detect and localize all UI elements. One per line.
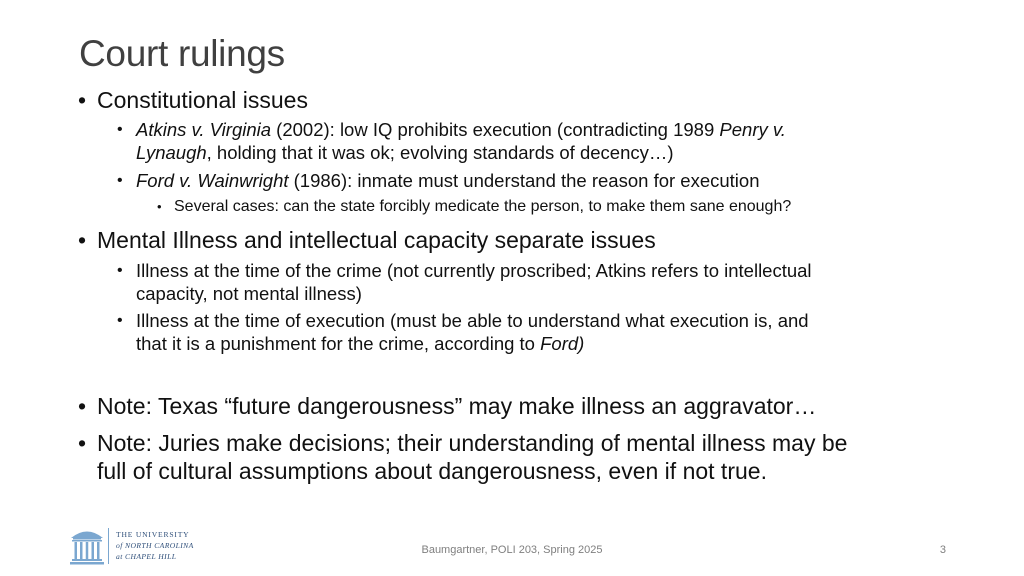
bullet-text: Constitutional issues bbox=[97, 87, 308, 113]
bullet-dot: • bbox=[157, 199, 162, 214]
bullet-several-cases bbox=[157, 197, 792, 217]
bullet-mental-illness bbox=[78, 226, 656, 254]
bullet-illness-crime bbox=[117, 259, 812, 305]
bullet-line: Note: Juries make decisions; their understanding of mental illness may be bbox=[97, 430, 848, 456]
bullet-dot: • bbox=[78, 393, 87, 419]
bullet-text: , holding that it was ok; evolving standards of decency…) bbox=[206, 142, 674, 163]
bullet-line: capacity, not mental illness) bbox=[136, 283, 362, 304]
case-name-ford-ref: Ford) bbox=[540, 333, 585, 354]
logo-line-1: THE UNIVERSITY bbox=[116, 530, 190, 539]
bullet-line: Illness at the time of the crime (not currently proscribed; Atkins refers to intellectual bbox=[136, 260, 812, 281]
bullet-text: Several cases: can the state forcibly medicate the person, to make them sane enough? bbox=[174, 198, 792, 215]
bullet-text: Mental Illness and intellectual capacity separate issues bbox=[97, 227, 656, 253]
bullet-note-texas bbox=[78, 392, 817, 420]
bullet-text: Note: Texas “future dangerousness” may make illness an aggravator… bbox=[97, 393, 817, 419]
bullet-dot: • bbox=[78, 87, 87, 113]
bullet-note-juries bbox=[78, 429, 848, 485]
bullet-line: full of cultural assumptions about dangerousness, even if not true. bbox=[97, 458, 767, 484]
logo-line-2: of NORTH CAROLINA bbox=[116, 541, 194, 550]
bullet-dot: • bbox=[78, 430, 87, 456]
case-name-lynaugh: Lynaugh bbox=[136, 142, 207, 163]
case-name-atkins: Atkins v. Virginia bbox=[136, 119, 272, 140]
bullet-line bbox=[136, 141, 786, 164]
slide-title: Court rulings bbox=[79, 33, 285, 74]
bullet-dot: • bbox=[78, 227, 87, 253]
bullet-dot: • bbox=[117, 172, 123, 189]
bullet-illness-execution bbox=[117, 309, 809, 355]
bullet-atkins bbox=[117, 118, 786, 164]
bullet-text: (2002): low IQ prohibits execution (contradicting 1989 bbox=[271, 119, 720, 140]
bullet-ford bbox=[117, 169, 760, 192]
bullet-text: that it is a punishment for the crime, according to bbox=[136, 333, 541, 354]
logo-line-3: at CHAPEL HILL bbox=[116, 552, 177, 561]
case-name-penry: Penry v. bbox=[719, 119, 786, 140]
bullet-text: (1986): inmate must understand the reason for execution bbox=[288, 170, 760, 191]
bullet-dot: • bbox=[117, 262, 123, 279]
bullet-dot: • bbox=[117, 121, 123, 138]
bullet-line bbox=[136, 118, 786, 141]
footer-text: Baumgartner, POLI 203, Spring 2025 bbox=[421, 544, 603, 556]
bullet-line: Illness at the time of execution (must be able to understand what execution is, and bbox=[136, 310, 809, 331]
case-name-ford: Ford v. Wainwright bbox=[136, 170, 289, 191]
page-number: 3 bbox=[939, 544, 946, 556]
bullet-constitutional-issues bbox=[78, 86, 308, 114]
bullet-line bbox=[136, 332, 809, 355]
bullet-dot: • bbox=[117, 312, 123, 329]
